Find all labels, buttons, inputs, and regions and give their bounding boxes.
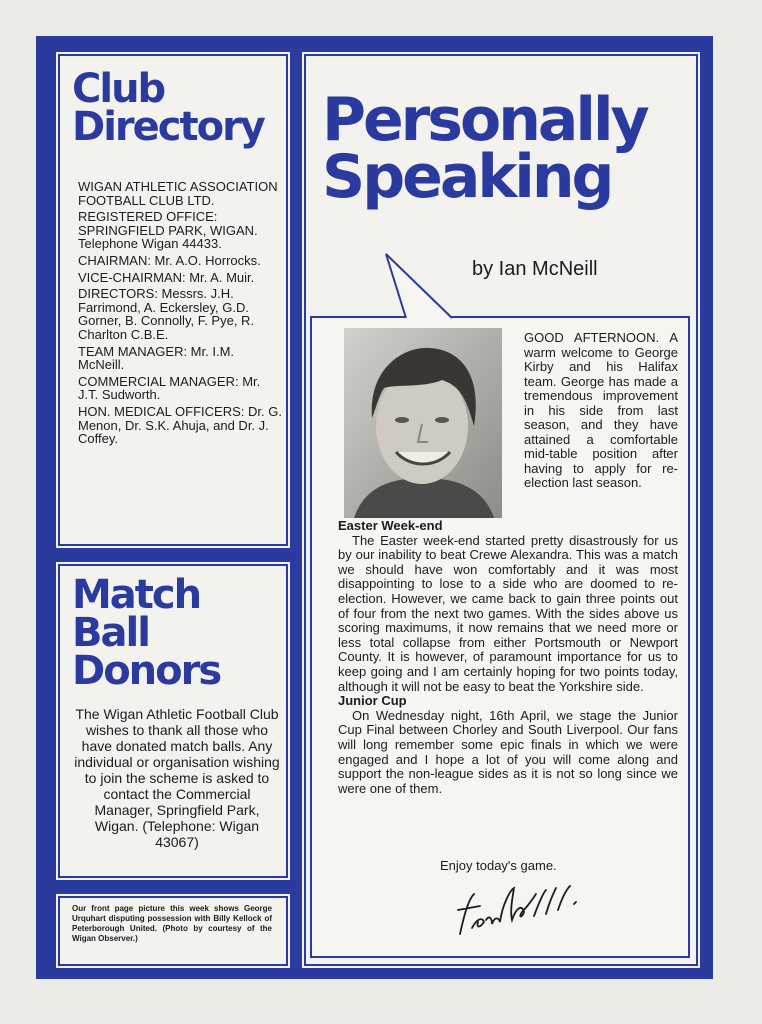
directory-entry: CHAIRMAN: Mr. A.O. Horrocks.: [78, 252, 261, 268]
article-title: Personally Speaking: [322, 85, 647, 212]
donors-text: The Wigan Athletic Football Club wishes to thank all those who have donated match balls. Any individual or organisation wishing to join the scheme is asked to contact the Commercial Manager, Springfield Park, Wigan. (Telephone: Wigan 43067): [74, 706, 280, 850]
article-body: [338, 519, 678, 796]
match-ball-donors-title: Match Ball Donors: [72, 572, 221, 694]
directory-entry: WIGAN ATHLETIC ASSOCIATION FOOTBALL CLUB LTD.: [78, 179, 278, 208]
directory-entry: DIRECTORS: Messrs. J.H. Farrimond, A. Eckersley, G.D. Gorner, B. Connolly, F. Pye, R. Charlton C.B.E.: [78, 286, 255, 342]
directory-entry: COMMERCIAL MANAGER: Mr. J.T. Sudworth.: [78, 373, 261, 403]
photo-caption-text: Our front page picture this week shows George Urquhart disputing possession with Billy Kellock of Peterborough United. (Photo by courtesy of the Wigan Observer.): [72, 904, 272, 943]
author-photo: [344, 328, 502, 518]
directory-entry: HON. MEDICAL OFFICERS: Dr. G. Menon, Dr. S.K. Ahuja, and Dr. J. Coffey.: [78, 403, 282, 447]
section-text-easter: The Easter week-end started pretty disastrously for us by our inability to beat Crewe Alexandra. This was a match we should have won comfortably and it was most disappointing to lose to a side who are doomed to re-election. However, we came back to gain three points out of four from the next two games. With the sides above us scoring maximums, it now remains that we need more or less total collapse from either Portsmouth or Newport County. It is however, of paramount importance for us to keep going and I am certainly hoping for two points today, although it will not be easy to beat the Yorkshire side.: [338, 532, 678, 694]
directory-entry: REGISTERED OFFICE: SPRINGFIELD PARK, WIGAN. Telephone Wigan 44433.: [78, 209, 258, 252]
article-closing: Enjoy today's game.: [440, 858, 557, 873]
directory-list: [78, 180, 283, 449]
speech-bubble-pointer: [380, 250, 460, 322]
signature: [450, 876, 590, 946]
article-byline: by Ian McNeill: [472, 258, 598, 280]
article-intro: GOOD AFTERNOON. A warm welcome to George Kirby and his Halifax team. George has made a tremendous improvement in his side from last season, and they have attained a comfortable mid-table position after having to apply for re-election last season.: [524, 330, 678, 490]
section-text-junior-cup: On Wednesday night, 16th April, we stage the Junior Cup Final between Chorley and South Liverpool. Our fans will long remember some epic finals in which we were engaged and I hope a lot of you will come along and support the non-league sides as it is not so long since we were one of them.: [338, 707, 678, 796]
directory-entry: VICE-CHAIRMAN: Mr. A. Muir.: [78, 269, 255, 285]
section-heading-easter: Easter Week-end: [338, 518, 443, 533]
directory-entry: TEAM MANAGER: Mr. I.M. McNeill.: [78, 343, 235, 373]
club-directory-title: Club Directory: [72, 66, 264, 150]
section-heading-junior-cup: Junior Cup: [338, 693, 407, 709]
